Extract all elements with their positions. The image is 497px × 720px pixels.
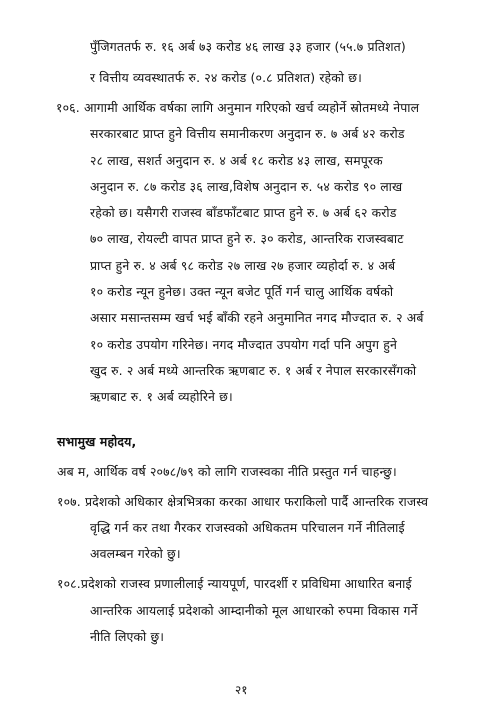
- para-108-line-2: आन्तरिक आयलाई प्रदेशको आम्दानीको मूल आधारको रुपमा विकास गर्ने: [90, 603, 418, 618]
- section-heading: सभामुख महोदय,: [57, 434, 137, 449]
- para-107-line-2: वृद्धि गर्न कर तथा गैरकर राजस्वको अधिकतम परिचालन गर्ने नीतिलाई: [90, 520, 405, 535]
- para-106-line-5: रहेको छ। यसैगरी राजस्व बाँडफाँटबाट प्राप्त हुने रु. ७ अर्ब ६२ करोड: [90, 205, 397, 220]
- para-106-line-7: प्राप्त हुने रु. ४ अर्ब ९८ करोड २७ लाख २७ हजार व्यहोर्दा रु. ४ अर्ब: [90, 258, 396, 273]
- page-number: २१: [235, 683, 248, 697]
- para-106-line-10: १० करोड उपयोग गरिनेछ। नगद मौज्दात उपयोग गर्दा पनि अपुग हुने: [90, 337, 398, 352]
- intro-line: अब म, आर्थिक वर्ष २०७८/७९ को लागि राजस्वका नीति प्रस्तुत गर्न चाहन्छु।: [57, 464, 397, 479]
- para-106-line-4: अनुदान रु. ८७ करोड ३६ लाख,विशेष अनुदान रु. ५४ करोड ९० लाख: [90, 179, 403, 194]
- para-106-line-3: २८ लाख, सशर्त अनुदान रु. ४ अर्ब १८ करोड ४३ लाख, समपूरक: [90, 153, 383, 168]
- para-108-line-1: १०८.प्रदेशको राजस्व प्रणालीलाई न्यायपूर्ण, पारदर्शी र प्रविधिमा आधारित बनाई: [57, 576, 412, 591]
- para-106-line-1: १०६. आगामी आर्थिक वर्षका लागि अनुमान गरिएको खर्च व्यहोर्ने स्रोतमध्ये नेपाल: [56, 100, 420, 115]
- para-107-line-1: १०७. प्रदेशको अधिकार क्षेत्रभित्रका करका आधार फराकिलो पार्दै आन्तरिक राजस्व: [57, 494, 429, 509]
- para-105-cont-line-2: र वित्तीय व्यवस्थातर्फ रु. २४ करोड (०.८ प्रतिशत) रहेको छ।: [90, 70, 362, 85]
- para-108-line-3: नीति लिएको छु।: [90, 629, 165, 644]
- para-106-line-8: १० करोड न्यून हुनेछ। उक्त न्यून बजेट पूर्ति गर्न चालु आर्थिक वर्षको: [90, 284, 394, 299]
- para-106-line-9: असार मसान्तसम्म खर्च भई बाँकी रहने अनुमानित नगद मौज्दात रु. २ अर्ब: [90, 310, 424, 325]
- para-106-line-6: ७० लाख, रोयल्टी वापत प्राप्त हुने रु. ३० करोड, आन्तरिक राजस्वबाट: [90, 231, 404, 246]
- para-106-line-11: खुद रु. २ अर्ब मध्ये आन्तरिक ऋणबाट रु. १ अर्ब र नेपाल सरकारसँगको: [90, 363, 417, 378]
- para-105-cont-line-1: पुँजिगततर्फ रु. १६ अर्ब ७३ करोड ४६ लाख ३३ हजार (५५.७ प्रतिशत): [90, 39, 406, 54]
- para-107-line-3: अवलम्बन गरेको छु।: [90, 546, 181, 561]
- para-106-line-12: ऋणबाट रु. १ अर्ब व्यहोरिने छ।: [90, 389, 233, 404]
- para-106-line-2: सरकारबाट प्राप्त हुने वित्तीय समानीकरण अनुदान रु. ७ अर्ब ४२ करोड: [90, 126, 405, 141]
